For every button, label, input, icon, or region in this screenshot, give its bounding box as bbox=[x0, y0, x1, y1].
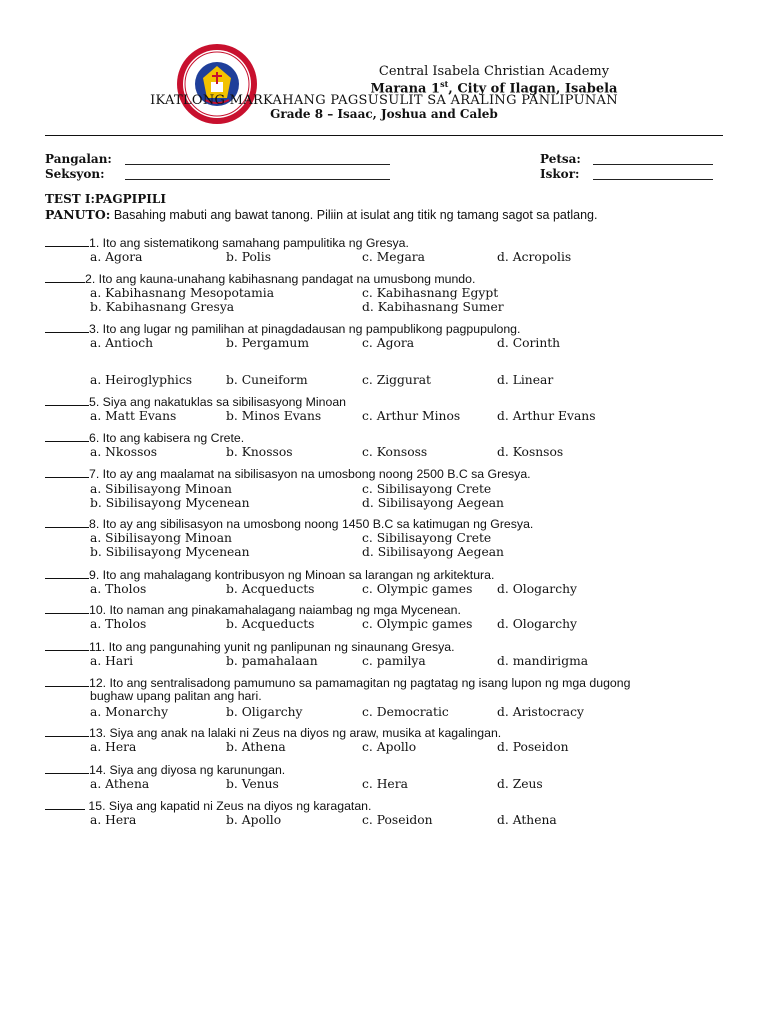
option: a. Tholos bbox=[90, 582, 147, 596]
option: d. Zeus bbox=[497, 777, 543, 791]
option: d. Arthur Evans bbox=[497, 409, 596, 423]
option: b. Pergamum bbox=[226, 336, 310, 350]
option: a. Antioch bbox=[90, 336, 154, 350]
option: a. Nkossos bbox=[90, 445, 158, 459]
option: b. pamahalaan bbox=[226, 654, 318, 668]
question-1: 1. Ito ang sistematikong samahang pampulitika ng Gresya. bbox=[45, 236, 695, 251]
answer-blank[interactable] bbox=[45, 322, 89, 333]
answer-blank[interactable] bbox=[45, 640, 89, 651]
option: a. Athena bbox=[90, 777, 150, 791]
option: a. Sibilisayong Minoan bbox=[90, 531, 232, 545]
question-12: 12. Ito ang sentralisadong pamumuno sa pamamagitan ng pagtatag ng isang lupon ng mga dugong bbox=[45, 676, 695, 691]
answer-blank[interactable] bbox=[45, 568, 89, 579]
name-field[interactable] bbox=[125, 164, 390, 165]
question-7: 7. Ito ay ang maalamat na sibilisasyon na umosbong noong 2500 B.C sa Gresya. bbox=[45, 467, 695, 482]
option: c. Megara bbox=[362, 250, 425, 264]
question-13: 13. Siya ang anak na lalaki ni Zeus na diyos ng araw, musika at kagalingan. bbox=[45, 726, 695, 741]
question-6: 6. Ito ang kabisera ng Crete. bbox=[45, 431, 695, 446]
option: c. Arthur Minos bbox=[362, 409, 461, 423]
option: d. Kosnsos bbox=[497, 445, 564, 459]
grade-sections: Grade 8 – Isaac, Joshua and Caleb bbox=[270, 107, 498, 121]
instructions-text: Basahing mabuti ang bawat tanong. Piliin at isulat ang titik ng tamang sagot sa patlang. bbox=[113, 208, 598, 222]
option: a. Hera bbox=[90, 740, 137, 754]
option: d. Ologarchy bbox=[497, 617, 577, 631]
option: b. Apollo bbox=[226, 813, 282, 827]
option: d. Athena bbox=[497, 813, 557, 827]
option: b. Venus bbox=[226, 777, 279, 791]
question-12-continued: bughaw upang palitan ang hari. bbox=[90, 689, 262, 703]
option: b. Knossos bbox=[226, 445, 293, 459]
option: a. Matt Evans bbox=[90, 409, 177, 423]
answer-blank[interactable] bbox=[45, 467, 89, 478]
option: a. Hari bbox=[90, 654, 134, 668]
option: d. Aristocracy bbox=[497, 705, 584, 719]
answer-blank[interactable] bbox=[45, 272, 85, 283]
option: c. pamilya bbox=[362, 654, 426, 668]
option: d. Sibilisayong Aegean bbox=[362, 496, 504, 510]
option: b. Cuneiform bbox=[226, 373, 308, 387]
answer-blank[interactable] bbox=[45, 431, 89, 442]
question-10: 10. Ito naman ang pinakamahalagang naiambag ng mga Mycenean. bbox=[45, 603, 695, 618]
option: b. Athena bbox=[226, 740, 286, 754]
option: a. Agora bbox=[90, 250, 143, 264]
option: c. Ziggurat bbox=[362, 373, 431, 387]
name-label: Pangalan: bbox=[45, 152, 112, 166]
option: d. Ologarchy bbox=[497, 582, 577, 596]
option: c. Kabihasnang Egypt bbox=[362, 286, 499, 300]
option: a. Sibilisayong Minoan bbox=[90, 482, 232, 496]
score-field[interactable] bbox=[593, 179, 713, 180]
section-label: Seksyon: bbox=[45, 167, 105, 181]
option: d. Linear bbox=[497, 373, 554, 387]
option: c. Democratic bbox=[362, 705, 449, 719]
answer-blank[interactable] bbox=[45, 236, 89, 247]
answer-blank[interactable] bbox=[45, 676, 89, 687]
question-2: 2. Ito ang kauna-unahang kabihasnang pandagat na umusbong mundo. bbox=[45, 272, 695, 287]
option: d. Sibilisayong Aegean bbox=[362, 545, 504, 559]
instructions-label: PANUTO: bbox=[45, 207, 111, 222]
option: a. Kabihasnang Mesopotamia bbox=[90, 286, 275, 300]
question-15: 15. Siya ang kapatid ni Zeus na diyos ng karagatan. bbox=[45, 799, 695, 814]
test-title: TEST I:PAGPIPILI bbox=[45, 192, 166, 206]
option: c. Agora bbox=[362, 336, 415, 350]
option: c. Poseidon bbox=[362, 813, 433, 827]
answer-blank[interactable] bbox=[45, 603, 89, 614]
option: b. Minos Evans bbox=[226, 409, 322, 423]
option: d. Poseidon bbox=[497, 740, 569, 754]
question-8: 8. Ito ay ang sibilisasyon na umosbong noong 1450 B.C sa katimugan ng Gresya. bbox=[45, 517, 695, 532]
option: c. Olympic games bbox=[362, 617, 473, 631]
date-label: Petsa: bbox=[540, 152, 581, 166]
option: c. Sibilisayong Crete bbox=[362, 482, 492, 496]
option: b. Acqueducts bbox=[226, 582, 315, 596]
section-field[interactable] bbox=[125, 179, 390, 180]
option: c. Hera bbox=[362, 777, 408, 791]
option: b. Polis bbox=[226, 250, 272, 264]
option: b. Sibilisayong Mycenean bbox=[90, 545, 250, 559]
answer-blank[interactable] bbox=[45, 763, 89, 774]
answer-blank[interactable] bbox=[45, 395, 89, 406]
question-11: 11. Ito ang pangunahing yunit ng panlipunan ng sinaunang Gresya. bbox=[45, 640, 695, 655]
question-3: 3. Ito ang lugar ng pamilihan at pinagdadausan ng pampublikong pagpupulong. bbox=[45, 322, 695, 337]
option: d. Acropolis bbox=[497, 250, 572, 264]
score-label: Iskor: bbox=[540, 167, 580, 181]
option: a. Tholos bbox=[90, 617, 147, 631]
school-address: Marana 1st, City of Ilagan, Isabela bbox=[370, 79, 618, 97]
option: c. Olympic games bbox=[362, 582, 473, 596]
header-divider bbox=[45, 135, 723, 136]
date-field[interactable] bbox=[593, 164, 713, 165]
option: a. Heiroglyphics bbox=[90, 373, 193, 387]
answer-blank[interactable] bbox=[45, 799, 85, 810]
school-name: Central Isabela Christian Academy bbox=[378, 64, 610, 79]
option: d. Kabihasnang Sumer bbox=[362, 300, 504, 314]
option: c. Apollo bbox=[362, 740, 417, 754]
option: b. Acqueducts bbox=[226, 617, 315, 631]
option: d. mandirigma bbox=[497, 654, 589, 668]
option: d. Corinth bbox=[497, 336, 561, 350]
option: b. Oligarchy bbox=[226, 705, 303, 719]
answer-blank[interactable] bbox=[45, 726, 89, 737]
question-14: 14. Siya ang diyosa ng karunungan. bbox=[45, 763, 695, 778]
option: a. Monarchy bbox=[90, 705, 169, 719]
option: c. Sibilisayong Crete bbox=[362, 531, 492, 545]
question-5: 5. Siya ang nakatuklas sa sibilisasyong Minoan bbox=[45, 395, 695, 410]
option: c. Konsoss bbox=[362, 445, 428, 459]
question-9: 9. Ito ang mahalagang kontribusyon ng Minoan sa larangan ng arkitektura. bbox=[45, 568, 695, 583]
option: a. Hera bbox=[90, 813, 137, 827]
exam-title: IKATLONG MARKAHANG PAGSUSULIT SA ARALING PANLIPUNAN bbox=[150, 93, 618, 108]
instructions bbox=[45, 207, 597, 222]
answer-blank[interactable] bbox=[45, 517, 89, 528]
option: b. Kabihasnang Gresya bbox=[90, 300, 235, 314]
option: b. Sibilisayong Mycenean bbox=[90, 496, 250, 510]
